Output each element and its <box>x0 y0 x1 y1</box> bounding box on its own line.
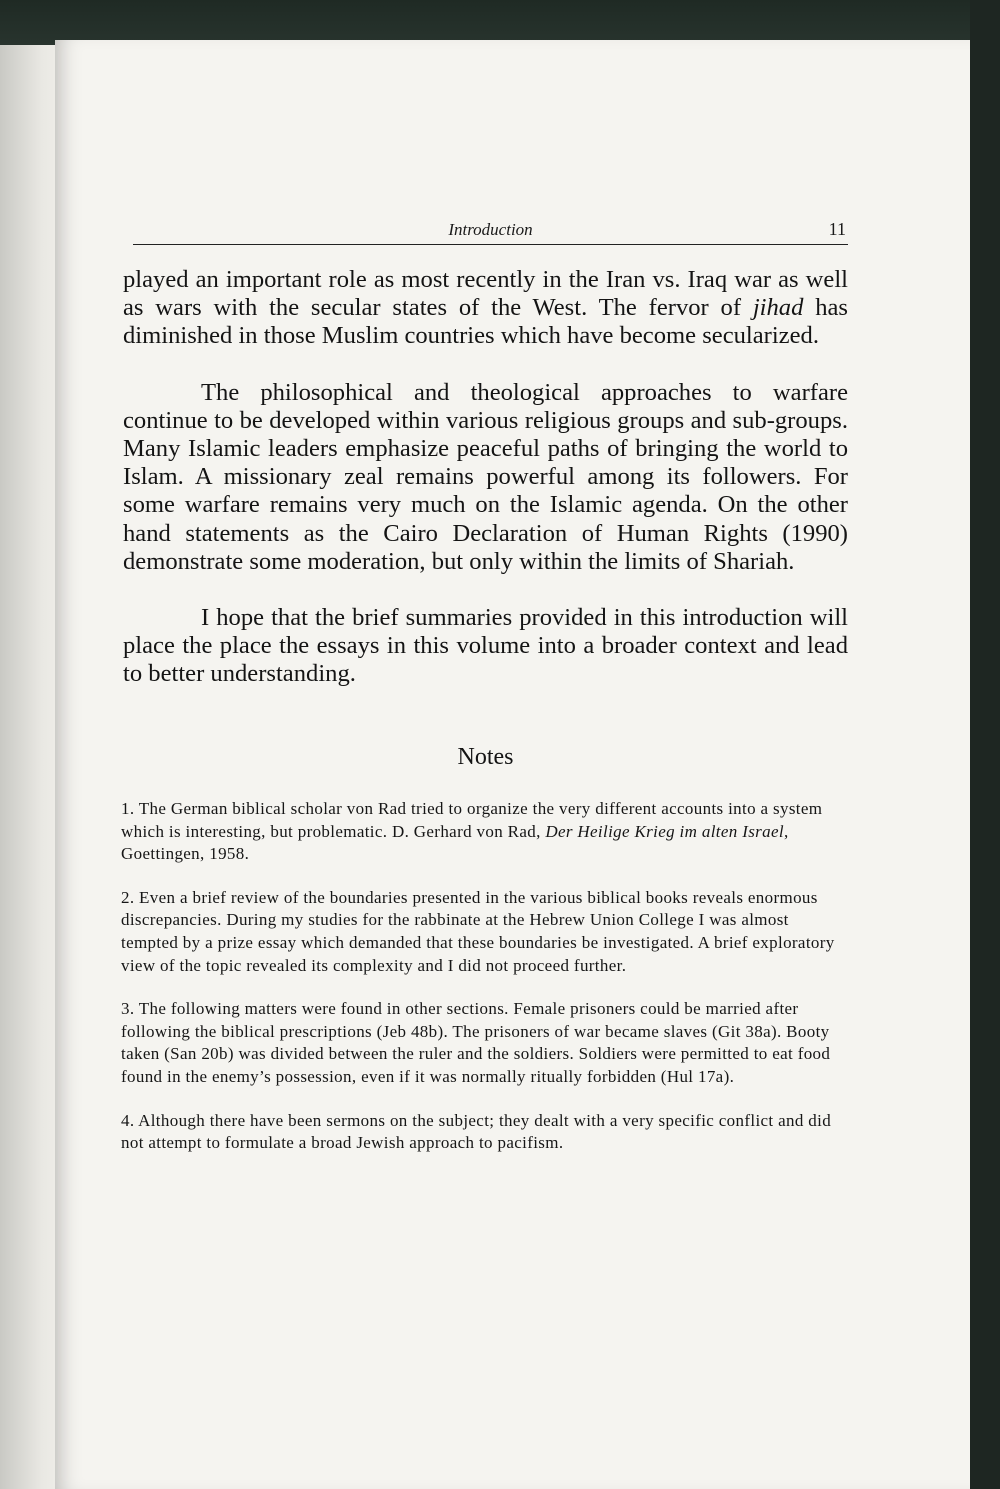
paragraph-1 <box>123 266 848 351</box>
note-2: 2. Even a brief review of the boundaries presented in the various biblical books reveals enormous discrepancies. During my studies for the rabbinate at the Hebrew Union College I was almost tempted by a prize essay which demanded that these boundaries be investigated. A brief exploratory view of the topic revealed its complexity and I did not proceed further. <box>121 887 835 975</box>
book-cover-right <box>970 0 1000 1489</box>
note-4: 4. Although there have been sermons on the subject; they dealt with a very specific conflict and did not attempt to formulate a broad Jewish approach to pacifism. <box>121 1110 832 1153</box>
notes-heading: Notes <box>457 744 514 770</box>
paragraph-1-text-b: has diminished in those Muslim countries which have become secularized. <box>123 294 848 350</box>
note-1-text-a: 1. The German biblical scholar von Rad tried to organize the very different accounts into a system which is interesting, but problematic. D. Gerhard von Rad, <box>121 799 823 841</box>
running-head-title: Introduction <box>448 220 533 239</box>
paragraph-1-italic: jihad <box>752 294 804 322</box>
paragraph-3: I hope that the brief summaries provided in this introduction will place the place the essays in this volume into a broader context and lead to better understanding. <box>123 604 848 688</box>
note-1-text-b: , Goettingen, 1958. <box>121 821 789 864</box>
running-head <box>133 218 848 245</box>
note-1-italic: Der Heilige Krieg im alten Israel <box>545 821 784 841</box>
paragraph-2: The philosophical and theological approaches to warfare continue to be developed within various religious groups and sub-groups. Many Islamic leaders emphasize peaceful paths of bringing the world to Islam. A missionary zeal remains powerful among its followers. For some warfare remains very much on the Islamic agenda. On the other hand statements as the Cairo Declaration of Human Rights (1990) demonstrate some moderation, but only within the limits of Shariah. <box>123 378 848 575</box>
paragraph-1-text-a: played an important role as most recently in the Iran vs. Iraq war as well as wars with the secular states of the West. The fervor of <box>123 266 848 322</box>
note-3: 3. The following matters were found in other sections. Female prisoners could be married after following the biblical prescriptions (Jeb 48b). The prisoners of war became slaves (Git 38a). Booty taken (San 20b) was divided between the ruler and the soldiers. Soldiers were permitted to eat food found in the enemy’s possession, even if it was normally ritually forbidden (Hul 17a). <box>121 999 831 1086</box>
body-text <box>123 266 848 689</box>
notes-list <box>121 798 843 1155</box>
page-number: 11 <box>828 219 846 239</box>
note-1 <box>121 798 843 866</box>
